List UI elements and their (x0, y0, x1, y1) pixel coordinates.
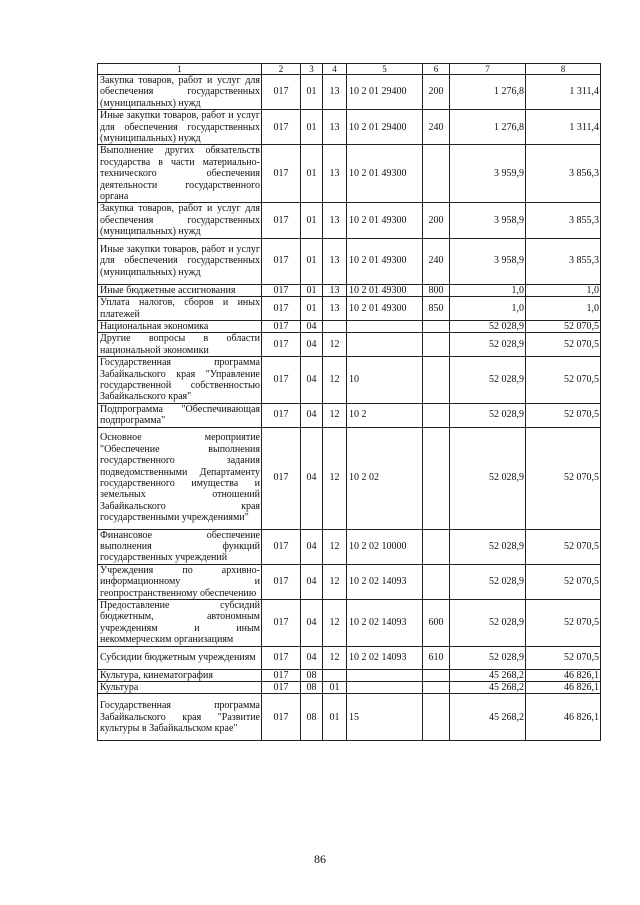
row-target: 10 2 01 49300 (347, 297, 423, 321)
row-name: Закупка товаров, работ и услуг для обеспечения государственных (муниципальных) нужд (98, 203, 262, 238)
table-row (98, 564, 601, 599)
row-ministry: 017 (262, 600, 301, 647)
row-type (423, 694, 450, 741)
table-row (98, 203, 601, 238)
row-amount-1: 1,0 (450, 284, 526, 296)
row-target: 10 (347, 357, 423, 404)
row-type (423, 682, 450, 694)
row-section: 04 (301, 646, 323, 669)
row-target (347, 669, 423, 681)
row-amount-2: 52 070,5 (526, 403, 601, 427)
row-section: 01 (301, 110, 323, 145)
row-name: Иные закупки товаров, работ и услуг для обеспечения государственных (муниципальных) нужд (98, 238, 262, 284)
header-row (98, 64, 601, 75)
row-ministry: 017 (262, 75, 301, 110)
row-ministry: 017 (262, 403, 301, 427)
row-type (423, 669, 450, 681)
row-target: 10 2 02 14093 (347, 646, 423, 669)
row-amount-1: 45 268,2 (450, 669, 526, 681)
row-amount-2: 1 311,4 (526, 75, 601, 110)
row-type (423, 357, 450, 404)
row-subsection: 01 (323, 682, 347, 694)
row-type (423, 320, 450, 332)
table-row (98, 529, 601, 564)
row-amount-2: 52 070,5 (526, 427, 601, 529)
table-row (98, 238, 601, 284)
row-subsection: 12 (323, 646, 347, 669)
row-amount-1: 45 268,2 (450, 694, 526, 741)
row-section: 04 (301, 403, 323, 427)
row-subsection: 13 (323, 238, 347, 284)
row-amount-1: 52 028,9 (450, 320, 526, 332)
row-type (423, 564, 450, 599)
row-name: Другие вопросы в области национальной экономики (98, 333, 262, 357)
row-name: Субсидии бюджетным учреждениям (98, 646, 262, 669)
row-subsection: 12 (323, 600, 347, 647)
row-amount-1: 3 958,9 (450, 203, 526, 238)
row-amount-2: 46 826,1 (526, 669, 601, 681)
table-row (98, 284, 601, 296)
row-subsection: 13 (323, 145, 347, 203)
row-type: 240 (423, 238, 450, 284)
row-subsection: 12 (323, 357, 347, 404)
row-amount-2: 3 855,3 (526, 238, 601, 284)
row-section: 01 (301, 284, 323, 296)
row-ministry: 017 (262, 427, 301, 529)
row-amount-2: 52 070,5 (526, 646, 601, 669)
row-name: Культура (98, 682, 262, 694)
row-name: Выполнение других обязательств государства в части материально-технического обеспечения деятельности государственного органа (98, 145, 262, 203)
row-amount-1: 1 276,8 (450, 110, 526, 145)
row-ministry: 017 (262, 284, 301, 296)
row-subsection (323, 320, 347, 332)
row-ministry: 017 (262, 238, 301, 284)
row-name: Подпрограмма "Обеспечивающая подпрограмма" (98, 403, 262, 427)
row-target: 10 2 01 49300 (347, 284, 423, 296)
row-amount-2: 1,0 (526, 297, 601, 321)
column-header: 5 (347, 64, 423, 75)
budget-table (97, 63, 601, 741)
row-target: 10 2 (347, 403, 423, 427)
row-type: 600 (423, 600, 450, 647)
row-type: 610 (423, 646, 450, 669)
column-header: 2 (262, 64, 301, 75)
table-row (98, 669, 601, 681)
table-row (98, 110, 601, 145)
row-amount-1: 45 268,2 (450, 682, 526, 694)
row-subsection: 13 (323, 203, 347, 238)
row-amount-1: 3 959,9 (450, 145, 526, 203)
row-ministry: 017 (262, 529, 301, 564)
row-amount-2: 52 070,5 (526, 333, 601, 357)
row-target: 10 2 01 29400 (347, 110, 423, 145)
row-type: 200 (423, 203, 450, 238)
table-row (98, 75, 601, 110)
row-section: 04 (301, 564, 323, 599)
row-section: 08 (301, 682, 323, 694)
table-row (98, 357, 601, 404)
row-subsection: 01 (323, 694, 347, 741)
row-name: Финансовое обеспечение выполнения функций государственных учреждений (98, 529, 262, 564)
row-type: 200 (423, 75, 450, 110)
row-type (423, 403, 450, 427)
row-section: 01 (301, 238, 323, 284)
row-target: 10 2 02 14093 (347, 564, 423, 599)
row-name: Государственная программа Забайкальского края "Управление государственной собственностью Забайкальского края" (98, 357, 262, 404)
row-amount-1: 52 028,9 (450, 564, 526, 599)
row-amount-1: 52 028,9 (450, 357, 526, 404)
row-type: 240 (423, 110, 450, 145)
row-amount-1: 52 028,9 (450, 333, 526, 357)
row-section: 01 (301, 75, 323, 110)
row-amount-1: 52 028,9 (450, 427, 526, 529)
row-target: 10 2 01 49300 (347, 203, 423, 238)
row-amount-2: 3 855,3 (526, 203, 601, 238)
row-ministry: 017 (262, 333, 301, 357)
row-name: Иные бюджетные ассигнования (98, 284, 262, 296)
row-section: 04 (301, 427, 323, 529)
table-row (98, 646, 601, 669)
row-subsection: 12 (323, 427, 347, 529)
row-name: Учреждения по архивно-информационному и геопространственному обеспечению (98, 564, 262, 599)
row-target: 15 (347, 694, 423, 741)
row-ministry: 017 (262, 145, 301, 203)
column-header: 1 (98, 64, 262, 75)
table-row (98, 403, 601, 427)
row-subsection: 13 (323, 297, 347, 321)
row-section: 01 (301, 203, 323, 238)
row-subsection: 13 (323, 110, 347, 145)
column-header: 3 (301, 64, 323, 75)
row-section: 04 (301, 320, 323, 332)
row-subsection: 12 (323, 403, 347, 427)
row-ministry: 017 (262, 682, 301, 694)
row-type (423, 427, 450, 529)
table-row (98, 427, 601, 529)
row-target: 10 2 02 14093 (347, 600, 423, 647)
column-header: 7 (450, 64, 526, 75)
row-amount-1: 3 958,9 (450, 238, 526, 284)
row-ministry: 017 (262, 669, 301, 681)
row-target (347, 682, 423, 694)
row-section: 01 (301, 297, 323, 321)
row-name: Иные закупки товаров, работ и услуг для обеспечения государственных (муниципальных) нужд (98, 110, 262, 145)
row-subsection: 13 (323, 284, 347, 296)
row-name: Национальная экономика (98, 320, 262, 332)
row-name: Основное мероприятие "Обеспечение выполнения государственного задания подведомственными Департаменту государственного имущества и земельных отношений Забайкальского края государственными учреждениями" (98, 427, 262, 529)
row-target: 10 2 01 49300 (347, 145, 423, 203)
row-amount-2: 46 826,1 (526, 694, 601, 741)
row-amount-2: 52 070,5 (526, 357, 601, 404)
table-row (98, 145, 601, 203)
table-row (98, 694, 601, 741)
row-section: 04 (301, 600, 323, 647)
row-type: 800 (423, 284, 450, 296)
row-target (347, 333, 423, 357)
row-type (423, 145, 450, 203)
row-amount-1: 1,0 (450, 297, 526, 321)
row-subsection: 12 (323, 333, 347, 357)
row-ministry: 017 (262, 564, 301, 599)
row-target: 10 2 01 49300 (347, 238, 423, 284)
column-header: 4 (323, 64, 347, 75)
row-subsection: 12 (323, 564, 347, 599)
table-row (98, 600, 601, 647)
row-type: 850 (423, 297, 450, 321)
row-type (423, 333, 450, 357)
row-name: Уплата налогов, сборов и иных платежей (98, 297, 262, 321)
row-subsection: 12 (323, 529, 347, 564)
row-amount-1: 52 028,9 (450, 600, 526, 647)
row-amount-2: 1 311,4 (526, 110, 601, 145)
row-target: 10 2 02 (347, 427, 423, 529)
row-ministry: 017 (262, 320, 301, 332)
row-name: Государственная программа Забайкальского края "Развитие культуры в Забайкальском крае" (98, 694, 262, 741)
row-amount-1: 52 028,9 (450, 646, 526, 669)
row-section: 04 (301, 333, 323, 357)
row-section: 04 (301, 357, 323, 404)
row-ministry: 017 (262, 203, 301, 238)
row-amount-1: 1 276,8 (450, 75, 526, 110)
row-amount-1: 52 028,9 (450, 403, 526, 427)
page-number: 86 (314, 852, 326, 866)
row-amount-1: 52 028,9 (450, 529, 526, 564)
row-ministry: 017 (262, 646, 301, 669)
row-section: 01 (301, 145, 323, 203)
row-amount-2: 52 070,5 (526, 320, 601, 332)
row-subsection (323, 669, 347, 681)
row-target (347, 320, 423, 332)
row-amount-2: 3 856,3 (526, 145, 601, 203)
row-amount-2: 1,0 (526, 284, 601, 296)
row-amount-2: 52 070,5 (526, 529, 601, 564)
table-row (98, 682, 601, 694)
row-name: Культура, кинематография (98, 669, 262, 681)
row-section: 08 (301, 694, 323, 741)
row-ministry: 017 (262, 110, 301, 145)
row-section: 04 (301, 529, 323, 564)
row-target: 10 2 01 29400 (347, 75, 423, 110)
row-name: Закупка товаров, работ и услуг для обеспечения государственных (муниципальных) нужд (98, 75, 262, 110)
column-header: 8 (526, 64, 601, 75)
row-ministry: 017 (262, 357, 301, 404)
column-header: 6 (423, 64, 450, 75)
row-amount-2: 52 070,5 (526, 564, 601, 599)
row-amount-2: 52 070,5 (526, 600, 601, 647)
row-type (423, 529, 450, 564)
row-section: 08 (301, 669, 323, 681)
row-subsection: 13 (323, 75, 347, 110)
table-row (98, 297, 601, 321)
table-row (98, 320, 601, 332)
row-name: Предоставление субсидий бюджетным, автономным учреждениям и иным некоммерческим организациям (98, 600, 262, 647)
row-target: 10 2 02 10000 (347, 529, 423, 564)
row-ministry: 017 (262, 694, 301, 741)
row-ministry: 017 (262, 297, 301, 321)
table-row (98, 333, 601, 357)
row-amount-2: 46 826,1 (526, 682, 601, 694)
